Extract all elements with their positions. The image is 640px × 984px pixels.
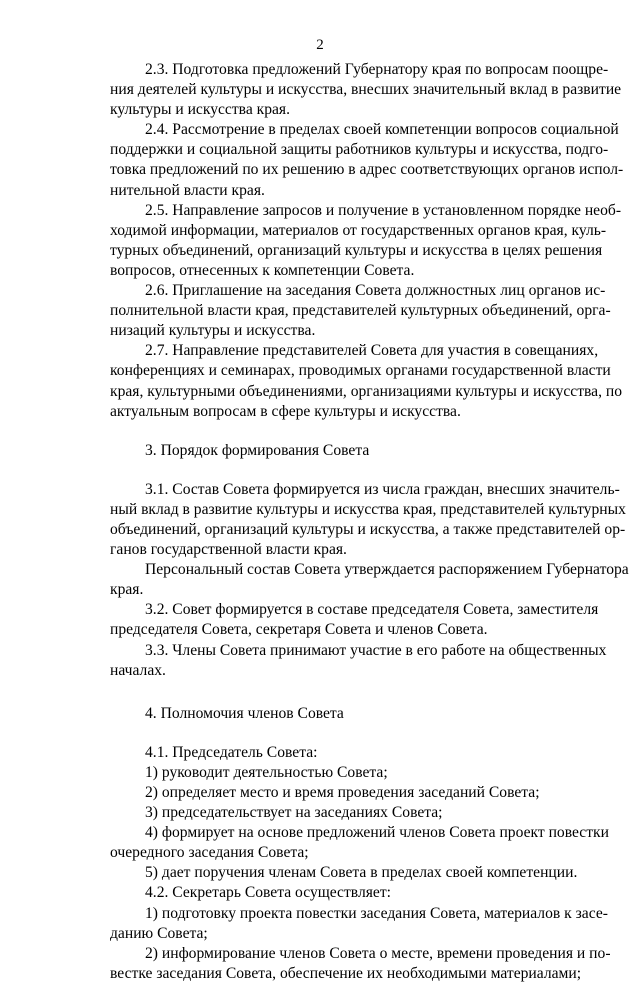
- text-line: 2.3. Подготовка предложений Губернатору края по вопросам поощре-: [145, 61, 609, 78]
- paragraph-2-6: [110, 281, 611, 341]
- text-line: 2) определяет место и время проведения заседаний Совета;: [145, 784, 540, 801]
- text-line: 3.2. Совет формируется в составе председателя Совета, заместителя: [145, 601, 599, 619]
- paragraph-4-2: [110, 883, 578, 903]
- section-4-title: 4. Полномочия членов Совета: [145, 704, 344, 722]
- text-line: 3.3. Члены Совета принимают участие в его работе на общественных: [145, 641, 607, 659]
- paragraph-4-1-item-4: [110, 823, 609, 863]
- text-line: низаций культуры и искусства.: [110, 322, 316, 340]
- text-line: ния деятелей культуры и искусства, внесших значительный вклад в развитие: [110, 81, 622, 99]
- paragraph-3-2: [110, 600, 599, 640]
- text-line: председателя Совета, секретаря Совета и членов Совета.: [110, 621, 488, 639]
- text-line: 2.5. Направление запросов и получение в установленном порядке необ-: [145, 201, 622, 219]
- text-line: ганов государственной власти края.: [110, 541, 347, 559]
- text-line: нительной власти края.: [110, 181, 265, 199]
- paragraph-4-1-item-1: [110, 763, 578, 783]
- document-body: [110, 60, 629, 984]
- paragraph-3-3: [110, 641, 607, 681]
- text-line: края.: [110, 581, 144, 599]
- text-line: поддержки и социальной защиты работников культуры и искусства, подго-: [110, 141, 609, 159]
- paragraph-4-2-item-2: [110, 944, 611, 984]
- text-line: конференциях и семинарах, проводимых органами государственной власти: [110, 362, 611, 380]
- text-line: 1) руководит деятельностью Совета;: [145, 763, 388, 781]
- paragraph-2-5: [110, 201, 622, 281]
- text-line: объединений, организаций культуры и искусства, а также представителей ор-: [110, 520, 626, 538]
- text-line: Персональный состав Совета утверждается распоряжением Губернатора: [145, 561, 629, 579]
- text-line: ходимой информации, материалов от государственных органов края, куль-: [110, 221, 607, 239]
- paragraph-2-7: [110, 341, 623, 421]
- text-line: вестке заседания Совета, обеспечение их необходимыми материалами;: [110, 964, 582, 982]
- text-line: актуальным вопросам в сфере культуры и искусства.: [110, 402, 461, 420]
- text-line: товка предложений по их решению в адрес соответствующих органов испол-: [110, 161, 624, 179]
- section-3-title: 3. Порядок формирования Совета: [145, 441, 370, 459]
- text-line: данию Совета;: [110, 924, 208, 942]
- paragraph-4-1-item-3: [110, 803, 578, 823]
- text-line: 2) информирование членов Совета о месте, времени проведения и по-: [145, 944, 611, 962]
- text-line: вопросов, отнесенных к компетенции Совета.: [110, 261, 415, 279]
- text-line: полнительной власти края, представителей культурных объединений, орга-: [110, 302, 611, 320]
- paragraph-4-1: [110, 743, 578, 763]
- text-line: ный вклад в развитие культуры и искусства края, представителей культурных: [110, 500, 626, 518]
- text-line: 2.6. Приглашение на заседания Совета должностных лиц органов ис-: [145, 282, 606, 300]
- text-line: 3.1. Состав Совета формируется из числа граждан, внесших значитель-: [145, 480, 620, 498]
- paragraph-2-4: [110, 120, 624, 200]
- text-line: 4.1. Председатель Совета:: [145, 743, 318, 761]
- text-line: 1) подготовку проекта повестки заседания Совета, материалов к засе-: [145, 904, 608, 922]
- text-line: 2.4. Рассмотрение в пределах своей компетенции вопросов социальной: [145, 121, 619, 139]
- paragraph-3-1: [110, 480, 626, 560]
- text-line: турных объединений, организаций культуры и искусства в целях решения: [110, 241, 603, 259]
- text-line: края, культурными объединениями, организациями культуры и искусства, по: [110, 382, 623, 400]
- text-line: 3) председательствует на заседаниях Совета;: [145, 804, 443, 822]
- paragraph-4-2-item-1: [110, 904, 608, 944]
- page-number: 2: [316, 37, 324, 53]
- text-line: 4.2. Секретарь Совета осуществляет:: [145, 884, 391, 902]
- paragraph-4-1-item-2: [110, 783, 578, 803]
- text-line: 4) формирует на основе предложений членов Совета проект повестки: [145, 824, 609, 842]
- text-line: 2.7. Направление представителей Совета для участия в совещаниях,: [145, 342, 599, 360]
- paragraph-2-3: [110, 60, 622, 120]
- paragraph-3-1-composition: [110, 560, 629, 600]
- text-line: очередного заседания Совета;: [110, 844, 309, 862]
- text-line: 5) дает поручения членам Совета в пределах своей компетенции.: [145, 864, 578, 882]
- paragraph-4-1-item-5: [110, 863, 578, 883]
- text-line: культуры и искусства края.: [110, 101, 291, 119]
- text-line: началах.: [110, 661, 166, 679]
